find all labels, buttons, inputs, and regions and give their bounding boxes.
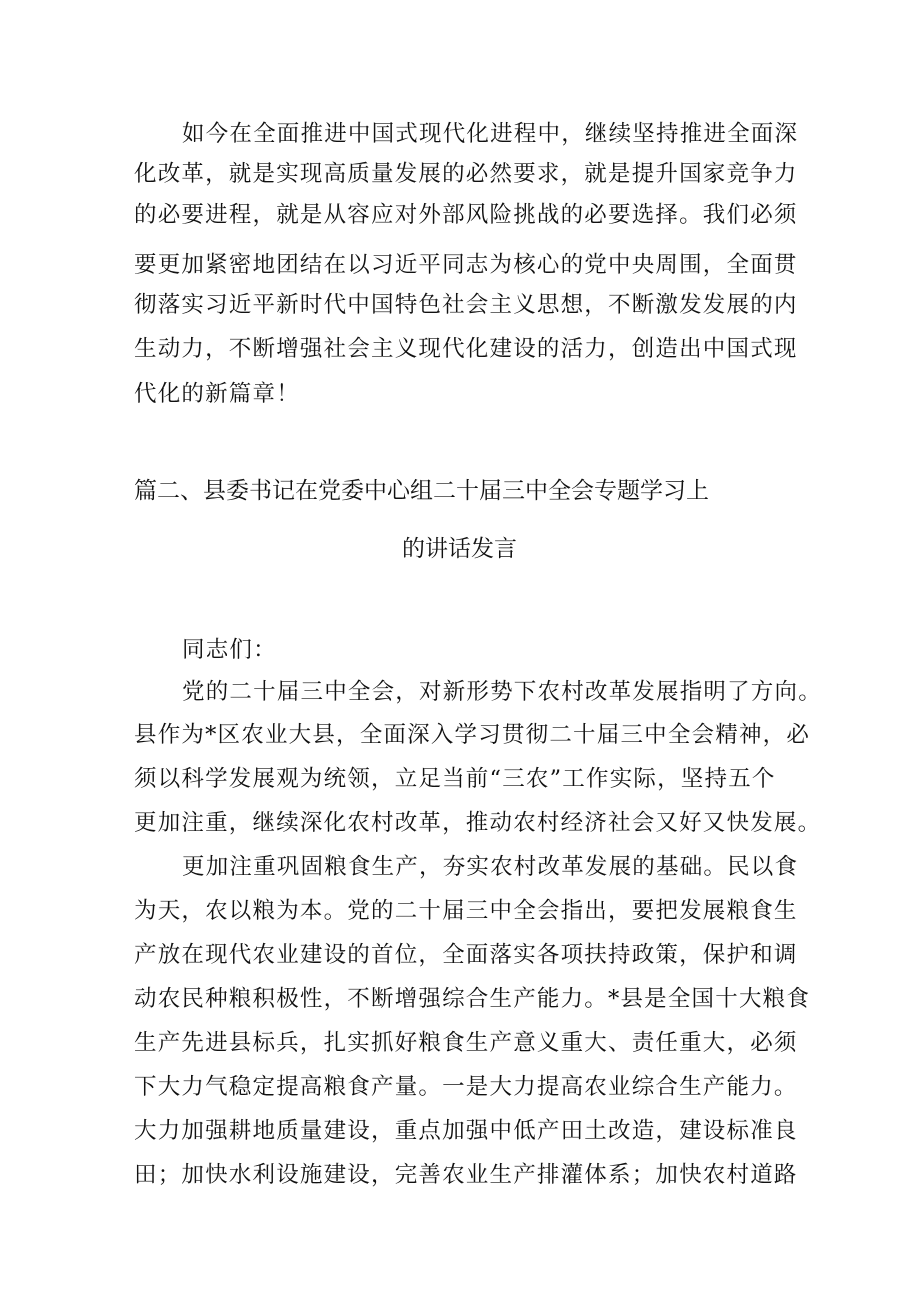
paragraph-1-line-2: 化改革，就是实现高质量发展的必然要求，就是提升国家竞争力 (134, 161, 798, 187)
greeting: 同志们： (182, 637, 277, 663)
paragraph-3-line-6: 下大力气稳定提高粮食产量。一是大力提高农业综合生产能力。 (134, 1074, 798, 1100)
paragraph-1-line-3: 的必要进程，就是从容应对外部风险挑战的必要选择。我们必须 (134, 202, 798, 228)
paragraph-3-line-1: 更加注重巩固粮食生产，夯实农村改革发展的基础。民以食 (182, 854, 799, 880)
paragraph-1-line-4: 要更加紧密地团结在以习近平同志为核心的党中央周围，全面贯 (134, 252, 798, 278)
paragraph-3-line-2: 为天，农以粮为本。党的二十届三中全会指出，要把发展粮食生 (134, 898, 798, 924)
paragraph-2-line-4: 更加注重，继续深化农村改革，推动农村经济社会又好又快发展。 (134, 810, 822, 836)
paragraph-3-line-3: 产放在现代农业建设的首位，全面落实各项扶持政策，保护和调 (134, 942, 798, 968)
paragraph-3-line-7: 大力加强耕地质量建设，重点加强中低产田土改造，建设标准良 (134, 1118, 798, 1144)
paragraph-1-line-7: 代化的新篇章！ (134, 381, 300, 407)
paragraph-2-line-3: 须以科学发展观为统领，立足当前“三农”工作实际，坚持五个 (134, 766, 776, 792)
paragraph-1-line-5: 彻落实习近平新时代中国特色社会主义思想，不断激发发展的内 (134, 292, 798, 318)
paragraph-2-line-1: 党的二十届三中全会，对新形势下农村改革发展指明了方向。 (182, 679, 822, 705)
paragraph-2-line-2: 县作为*区农业大县，全面深入学习贯彻二十届三中全会精神，必 (134, 722, 811, 748)
paragraph-3-line-8: 田；加快水利设施建设，完善农业生产排灌体系；加快农村道路 (134, 1162, 798, 1188)
paragraph-3-line-4: 动农民种粮积极性，不断增强综合生产能力。*县是全国十大粮食 (134, 986, 811, 1012)
paragraph-1-line-6: 生动力，不断增强社会主义现代化建设的活力，创造出中国式现 (134, 336, 798, 362)
paragraph-3-line-5: 生产先进县标兵，扎实抓好粮食生产意义重大、责任重大，必须 (134, 1030, 798, 1056)
paragraph-1-line-1: 如今在全面推进中国式现代化进程中，继续坚持推进全面深 (182, 121, 799, 147)
section-title-line-2: 的讲话发言 (402, 536, 517, 562)
section-title-line-1: 篇二、县委书记在党委中心组二十届三中全会专题学习上 (134, 478, 709, 504)
